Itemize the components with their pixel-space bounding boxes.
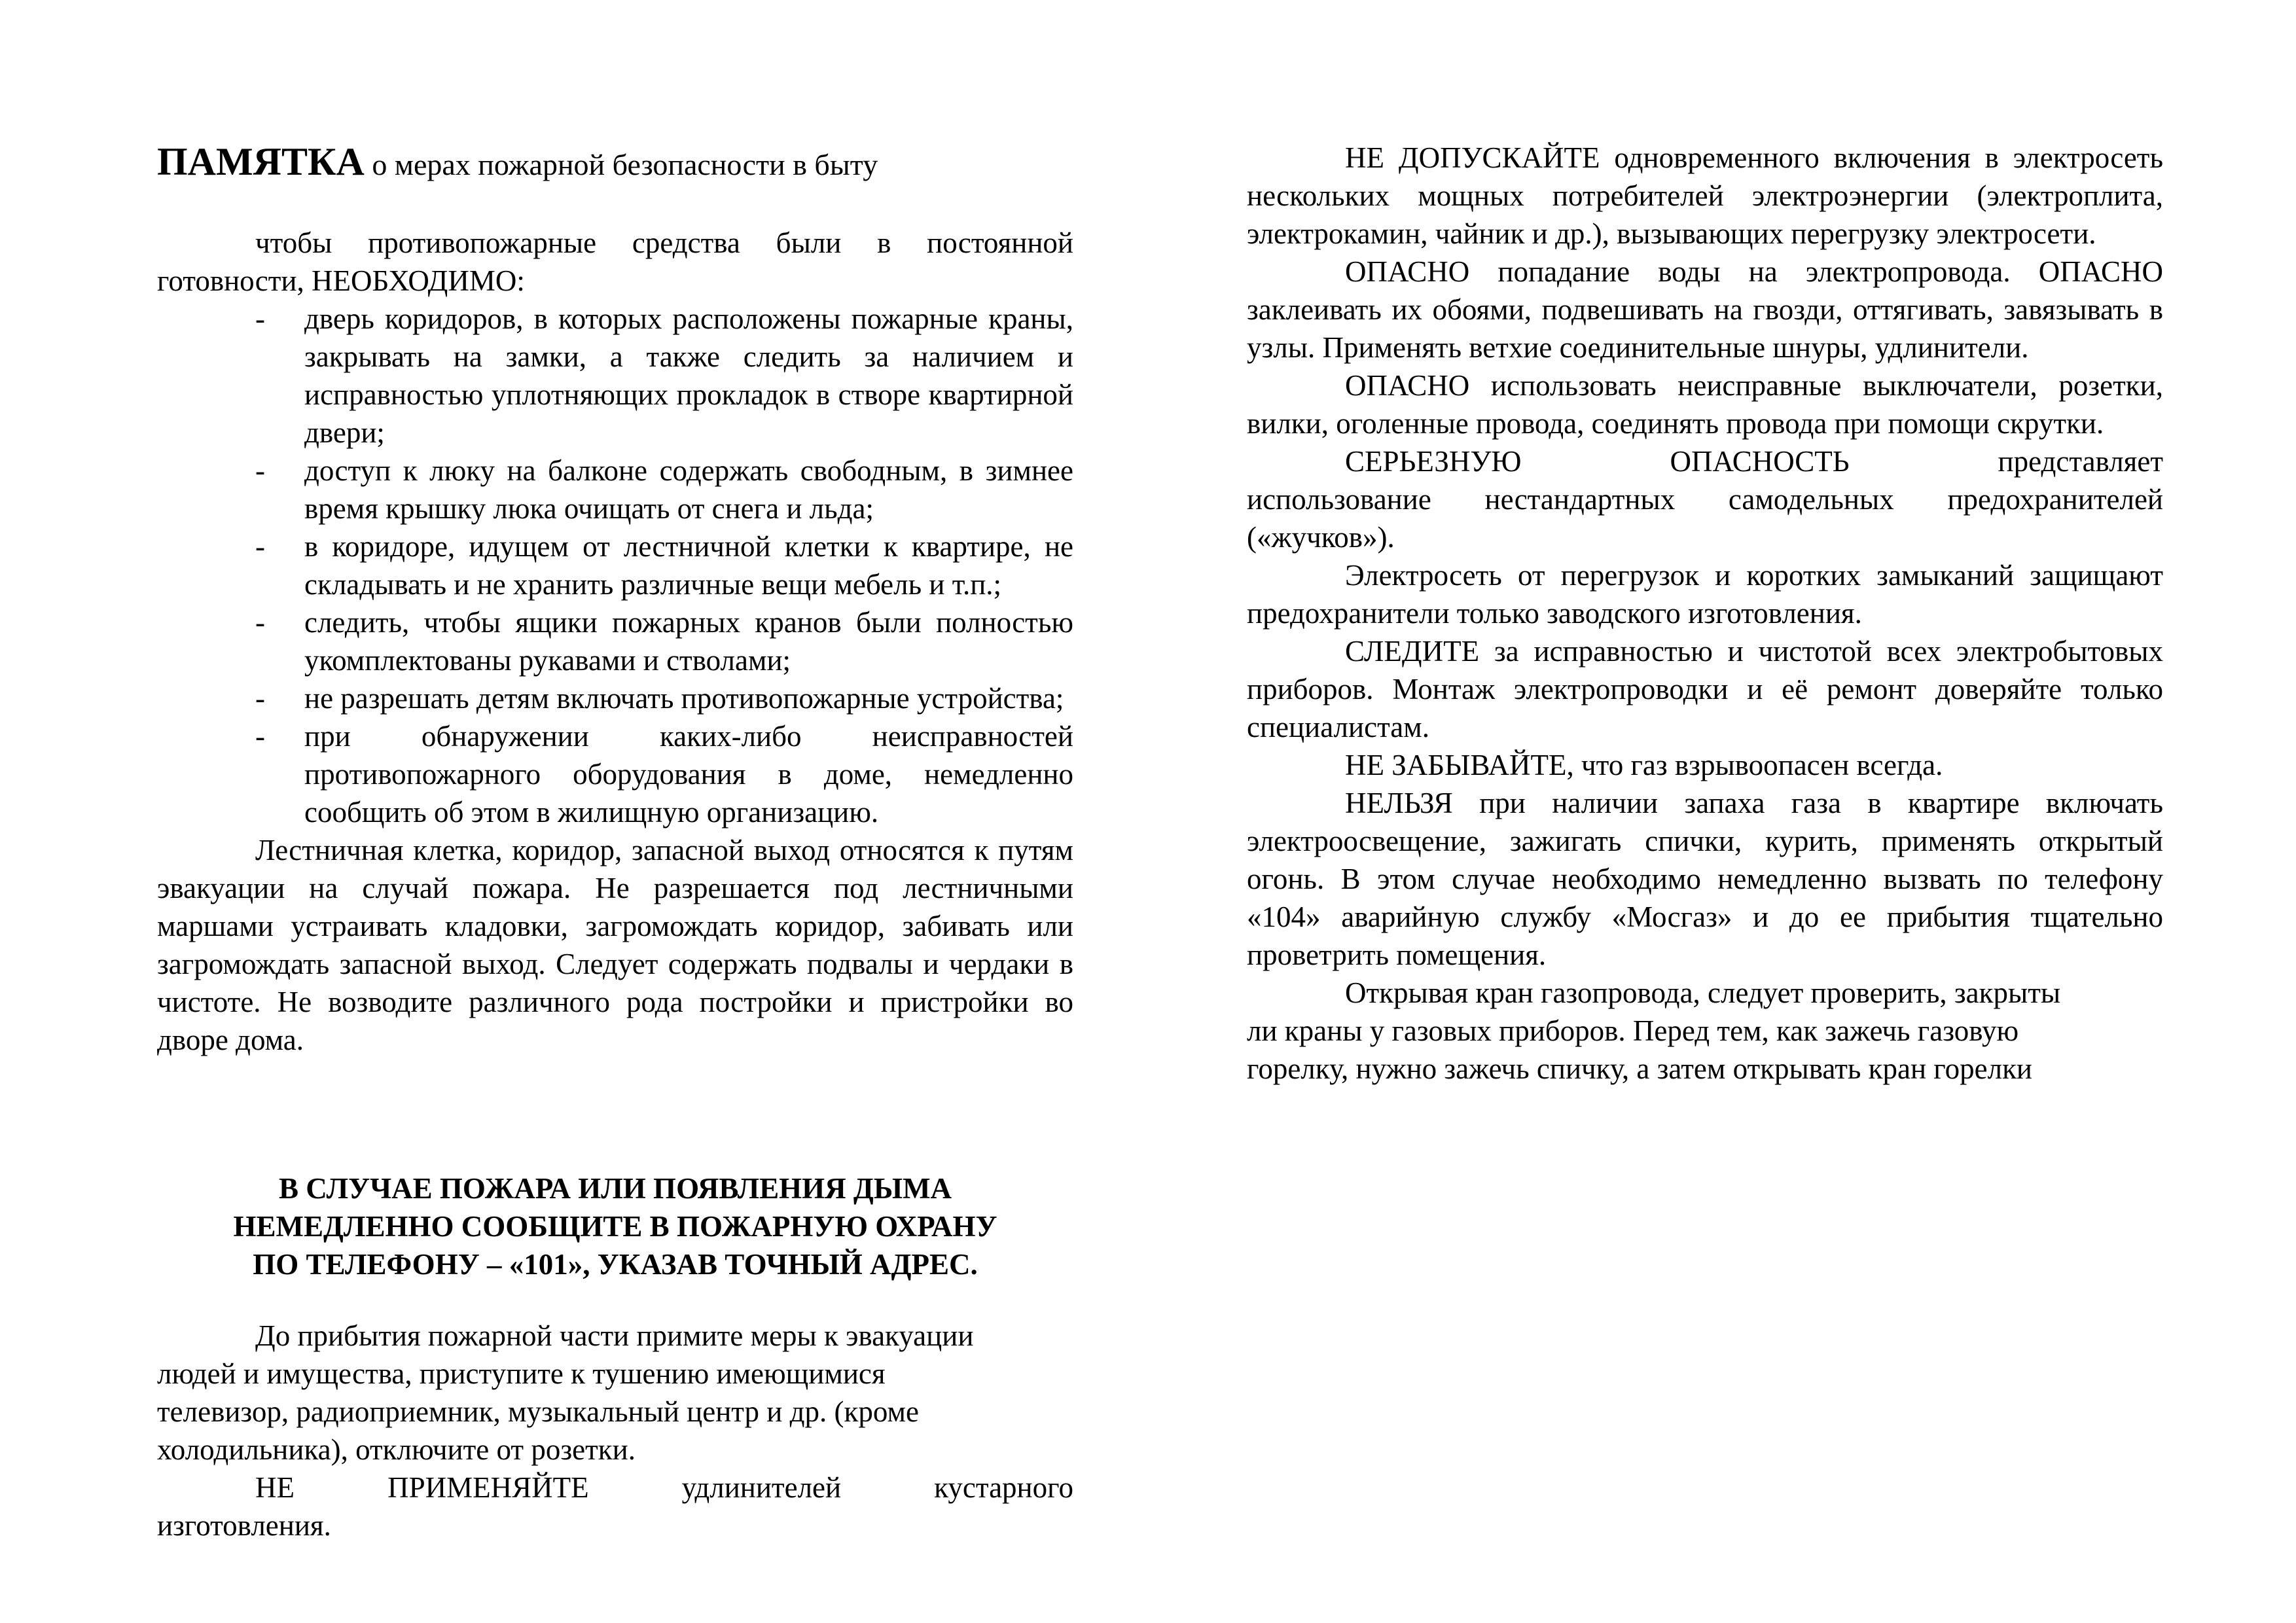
intro-paragraph: чтобы противопожарные средства были в постоянной готовности, НЕОБХОДИМО:: [157, 226, 1073, 297]
fire-alarm-notice: В СЛУЧАЕ ПОЖАРА ИЛИ ПОЯВЛЕНИЯ ДЫМА НЕМЕДЛЕННО СООБЩИТЕ В ПОЖАРНУЮ ОХРАНУ ПО ТЕЛЕФОНУ – «101», УКАЗАВ ТОЧНЫЙ АДРЕС.: [233, 1172, 997, 1281]
list-item: - не разрешать детям включать противопожарные устройства;: [255, 682, 1064, 715]
faulty-switches-paragraph: ОПАСНО использовать неисправные выключатели, розетки, вилки, оголенные провода, соединять провода при помощи скрутки.: [1247, 369, 2163, 440]
list-item: - в коридоре, идущем от лестничной клетки к квартире, не складывать и не хранить различные вещи мебель и т.п.;: [255, 530, 1073, 601]
gas-smell-paragraph: НЕЛЬЗЯ при наличии запаха газа в квартире включать электроосвещение, зажигать спички, курить, применять открытый огонь. В этом случае необходимо немедленно вызвать по телефону «104» аварийную службу «Мосгаз» и до ее прибытия тщательно проветрить помещения.: [1247, 787, 2163, 971]
list-item: - доступ к люку на балконе содержать свободным, в зимнее время крышку люка очищать от снега и льда;: [255, 454, 1073, 525]
appliances-paragraph: СЛЕДИТЕ за исправностью и чистотой всех электробытовых приборов. Монтаж электропроводки и её ремонт доверяйте только специалистам.: [1247, 635, 2163, 743]
evacuation-paragraph: Лестничная клетка, коридор, запасной выход относятся к путям эвакуации на случай пожара. Не разрешается под лестничными маршами устраивать кладовки, загромождать коридор, забивать или загромождать запасной выход. Следует содержать подвалы и чердаки в чистоте. Не возводите различного рода постройки и пристройки во дворе дома.: [157, 834, 1073, 1056]
extension-warning-tail: изготовления.: [157, 1509, 331, 1542]
overload-paragraph: НЕ ДОПУСКАЙТЕ одновременного включения в электросеть нескольких мощных потребителей электроэнергии (электроплита, электрокамин, чайник и др.), вызывающих перегрузку электросети.: [1247, 141, 2163, 250]
before-arrival-paragraph: До прибытия пожарной части примите меры к эвакуации людей и имущества, приступите к тушению имеющимися телевизор, радиоприемник, музыкальный центр и др. (кроме холодильника), отключите от розетки.: [157, 1319, 974, 1466]
fuses-paragraph: Электросеть от перегрузок и коротких замыканий защищают предохранители только заводского изготовления.: [1247, 559, 2163, 630]
list-item: - дверь коридоров, в которых расположены пожарные краны, закрывать на замки, а также следить за наличием и исправностью уплотняющих прокладок в створе квартирной двери;: [255, 302, 1073, 449]
list-item: - при обнаружении каких-либо неисправностей противопожарного оборудования в доме, немедленно сообщить об этом в жилищную организацию.: [255, 720, 1073, 829]
before-arrival-section: [157, 1317, 1073, 1544]
right-body: [1247, 139, 2163, 1088]
extension-warning-line: НЕ ПРИМЕНЯЙТЕ удлинителей кустарного: [255, 1471, 1073, 1504]
water-danger-paragraph: ОПАСНО попадание воды на электропровода. ОПАСНО заклеивать их обоями, подвешивать на гвозди, оттягивать, завязывать в узлы. Применять ветхие соединительные шнуры, удлинители.: [1247, 255, 2163, 364]
title-subject: о мерах пожарной безопасности в быту: [364, 148, 878, 181]
serious-danger-rest: использование нестандартных самодельных предохранителей («жучков»).: [1247, 483, 2163, 554]
title-keyword: ПАМЯТКА: [157, 140, 365, 183]
list-item: - следить, чтобы ящики пожарных кранов были полностью укомплектованы рукавами и стволами;: [255, 606, 1073, 677]
serious-danger-line: СЕРЬЕЗНУЮ ОПАСНОСТЬ представляет: [1345, 445, 2163, 478]
gas-valve-paragraph: Открывая кран газопровода, следует проверить, закрыты ли краны у газовых приборов. Перед тем, как зажечь газовую горелку, нужно зажечь спичку, а затем открывать кран горелки: [1247, 976, 2061, 1085]
requirements-list: [157, 300, 1073, 831]
gas-explosive-paragraph: НЕ ЗАБЫВАЙТЕ, что газ взрывоопасен всегда.: [1345, 749, 1943, 781]
left-body: [157, 224, 1073, 1059]
page-title: [157, 139, 1093, 188]
